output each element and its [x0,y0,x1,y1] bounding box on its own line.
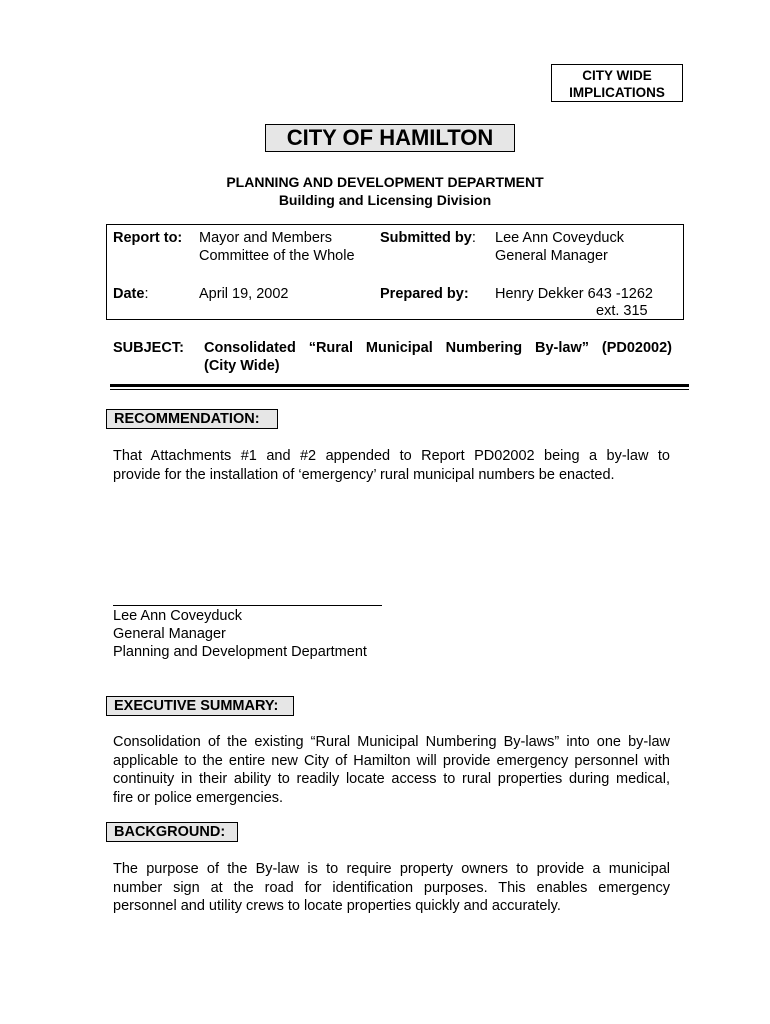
signature-line [113,605,382,606]
prepared-by-value: Henry Dekker 643 -1262 [495,286,653,302]
signature-name: Lee Ann Coveyduck [113,608,242,624]
subject-line2: (City Wide) [204,358,280,374]
executive-summary-line1: Consolidation of the existing “Rural Municipal Numbering By-laws” into one by-law [113,734,670,750]
submitted-by-label: Submitted by [380,230,472,246]
subject-line1: Consolidated “Rural Municipal Numbering By-law” (PD02002) [204,340,672,356]
report-to-line2: Committee of the Whole [199,248,355,264]
date-label-wrap [113,285,148,303]
executive-summary-line2: applicable to the entire new City of Hamilton will provide emergency personnel with [113,752,670,769]
date-label: Date [113,286,145,302]
background-heading: BACKGROUND: [106,822,238,842]
date-colon: : [144,286,149,302]
executive-summary-line4: fire or police emergencies. [113,789,284,806]
recommendation-line1: That Attachments #1 and #2 appended to Report PD02002 being a by-law to [113,448,670,464]
city-wide-line1: CITY WIDE [582,68,652,83]
submitted-by-colon: : [471,230,476,246]
division-heading: Building and Licensing Division [278,192,492,208]
page-title: CITY OF HAMILTON [265,124,515,152]
department-heading: PLANNING AND DEVELOPMENT DEPARTMENT [226,174,544,190]
executive-summary-line3: continuity in their ability to readily locate access to rural properties during medical, [113,771,670,787]
city-wide-line2: IMPLICATIONS [569,85,665,100]
submitted-by-name: Lee Ann Coveyduck [495,230,624,246]
report-to-line1: Mayor and Members [199,230,332,246]
recommendation-line2: provide for the installation of ‘emergency’ rural municipal numbers be enacted. [113,466,615,483]
executive-summary-text [113,733,670,807]
date-value: April 19, 2002 [199,286,289,302]
prepared-by-label: Prepared by: [380,286,469,302]
background-text [113,860,670,916]
report-to-label: Report to: [113,230,183,246]
recommendation-heading: RECOMMENDATION: [106,409,278,429]
background-line1: The purpose of the By-law is to require property owners to provide a municipal [113,861,670,877]
divider-thick [110,384,689,387]
recommendation-text [113,447,670,484]
background-line3: personnel and utility crews to locate properties quickly and accurately. [113,898,561,914]
subject-label: SUBJECT: [113,340,184,356]
report-info-table [106,224,684,320]
city-wide-implications-box [551,64,683,102]
divider-thin [110,389,689,390]
signature-department: Planning and Development Department [113,644,367,660]
submitted-by-title: General Manager [495,248,608,264]
background-line2: number sign at the road for identification purposes. This enables emergency [113,879,670,896]
executive-summary-heading: EXECUTIVE SUMMARY: [106,696,294,716]
signature-title: General Manager [113,626,226,642]
submitted-by-label-wrap [380,229,476,247]
prepared-by-ext: ext. 315 [596,303,648,319]
